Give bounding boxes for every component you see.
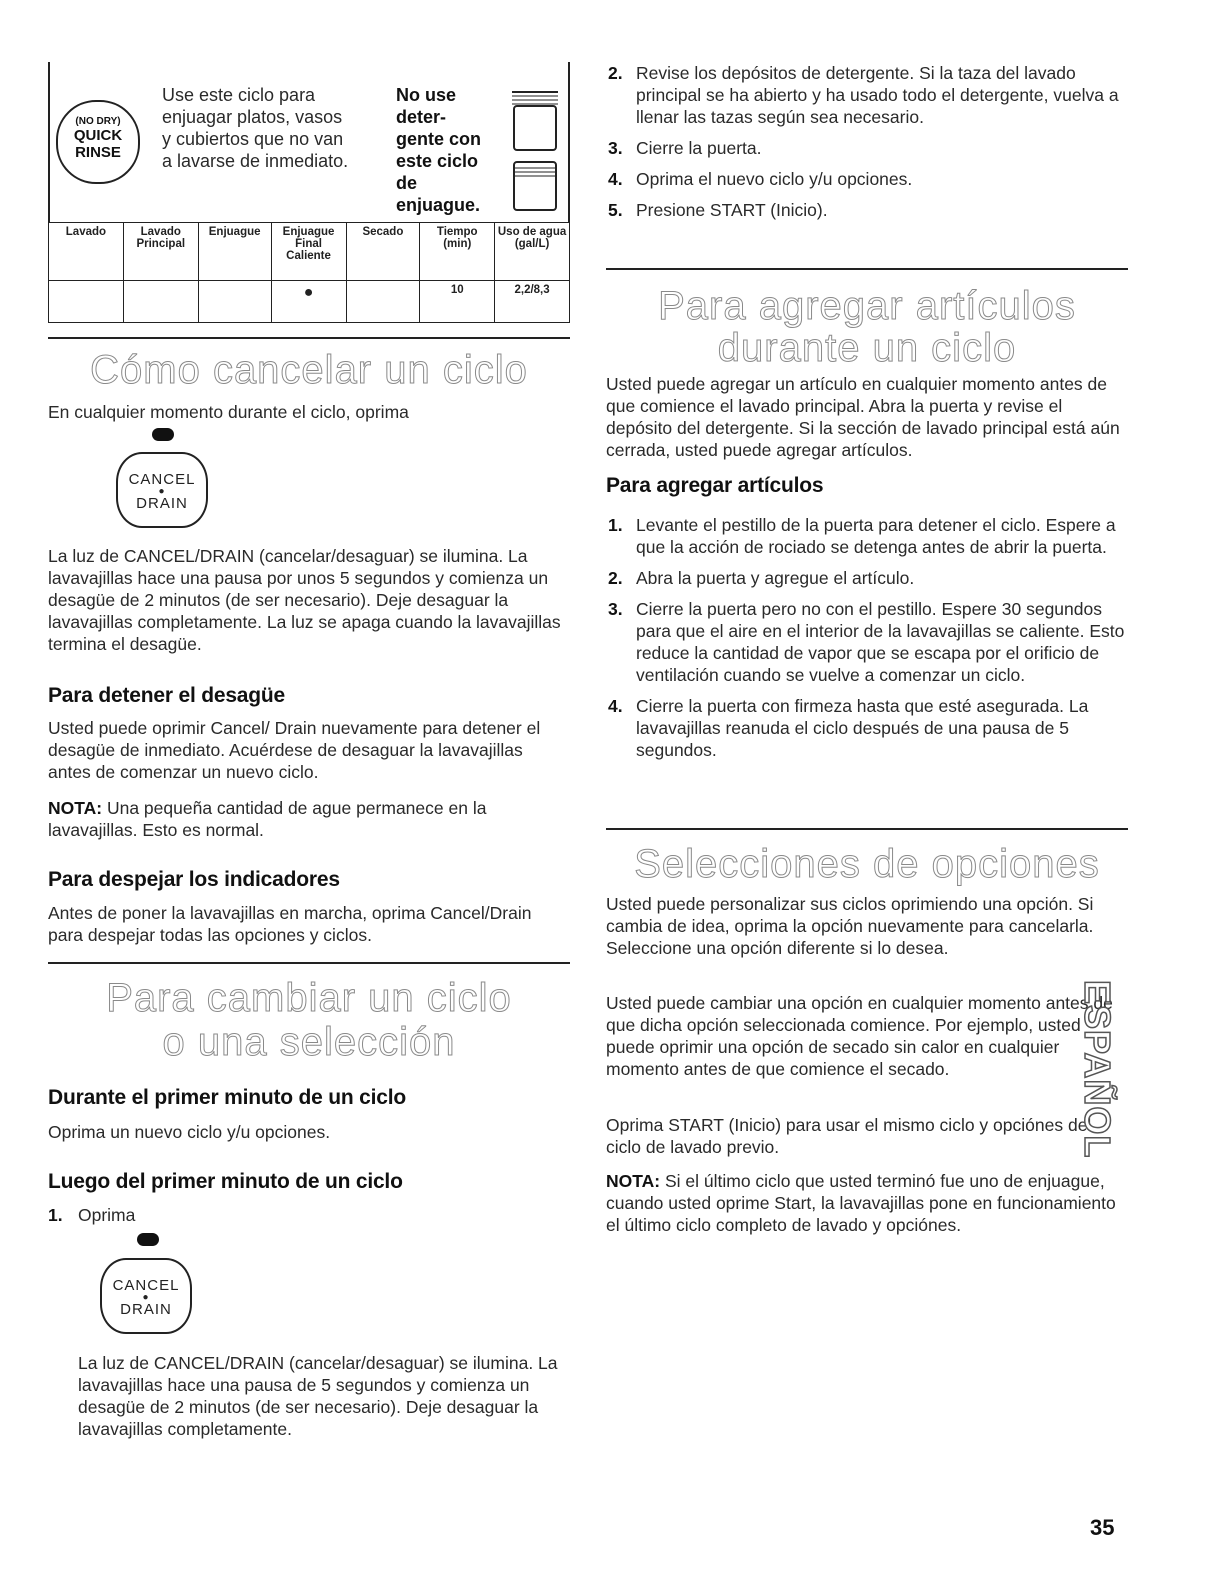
quick-rinse-description: Use este ciclo para enjuagar platos, vasos y cubiertos que no van a lavarse de inmediato. xyxy=(162,85,349,171)
header-lavado: Lavado xyxy=(49,223,124,281)
options-title: Selecciones de opciones xyxy=(634,842,1100,886)
water-value: 2,2/8,3 xyxy=(495,281,570,323)
header-lavado-principal: Lavado Principal xyxy=(123,223,198,281)
list-item: 4. Oprima el nuevo ciclo y/u opciones. xyxy=(608,169,913,189)
cancel-paragraph: La luz de CANCEL/DRAIN (cancelar/desaguar) se ilumina. La lavavajillas hace una pausa por unos 5 segundos y comienza un desagüe de 2 minutos (de ser necesario). Deje desaguar la lavavajillas completamente. La luz se apaga cuando la lavavajillas termina el desagüe. xyxy=(48,546,561,654)
change-steps-list xyxy=(606,62,1126,230)
list-item: 5. Presione START (Inicio). xyxy=(608,200,828,220)
list-item: 2. Revise los depósitos de detergente. Si la taza del lavado principal se ha abierto y ha usado todo el detergente, vuelva a llenar las tazas según sea necesario. xyxy=(608,63,1119,127)
cancel-drain-button-icon: CANCEL ● DRAIN xyxy=(100,1258,192,1334)
indicator-light-icon xyxy=(137,1233,159,1246)
change-title-line1: Para cambiar un ciclo xyxy=(106,976,512,1020)
quick-rinse-badge xyxy=(56,100,140,184)
detergent-cup-icon xyxy=(508,90,562,154)
quick-rinse-warning: No use deter- gente con este ciclo de enjuague. xyxy=(396,85,482,215)
header-uso-agua: Uso de agua (gal/L) xyxy=(495,223,570,281)
cancel-nota: NOTA: Una pequeña cantidad de ague permanece en la lavavajillas. Esto es normal. xyxy=(48,798,487,840)
options-paragraph-1: Usted puede personalizar sus ciclos oprimiendo una opción. Si cambia de idea, oprima la opción nuevamente para cancelarla. Seleccione una opción diferente si lo desea. xyxy=(606,894,1094,958)
badge-rinse: RINSE xyxy=(75,144,121,161)
add-items-title-line2: durante un ciclo xyxy=(717,326,1017,370)
table-header-row xyxy=(49,223,570,281)
list-item: 4. Cierre la puerta con firmeza hasta que esté asegurada. La lavavajillas reanuda el ciclo después de una pausa de 5 segundos. xyxy=(608,696,1089,760)
change-title-line2: o una selección xyxy=(162,1020,456,1064)
section-divider xyxy=(48,337,570,339)
section-divider xyxy=(48,962,570,964)
page-number: 35 xyxy=(1090,1515,1115,1540)
list-item: 3. Cierre la puerta. xyxy=(608,138,762,158)
options-paragraph-2: Usted puede cambiar una opción en cualquier momento antes de que dicha opción seleccionada comience. Por ejemplo, usted puede oprimir una opción de secado sin calor en cualquier momento antes de que comience el secado. xyxy=(606,993,1113,1079)
header-tiempo: Tiempo (min) xyxy=(420,223,495,281)
list-item: 3. Cierre la puerta pero no con el pestillo. Espere 30 segundos para que el aire en el interior de la lavavajillas se caliente. Esto reduce la cantidad de vapor que se escapa por el orificio de ventilación cuando se vuelve a comenzar un ciclo. xyxy=(608,599,1125,685)
add-items-intro: Usted puede agregar un artículo en cualquier momento antes de que comience el lavado principal. Abra la puerta y revise el depósito del detergente. Si la sección de lavado principal está aún cerrada, usted puede agregar artículos. xyxy=(606,374,1120,460)
cancel-title: Cómo cancelar un ciclo xyxy=(90,348,528,392)
clear-indicators-text: Antes de poner la lavavajillas en marcha, oprima Cancel/Drain para despejar todas las opciones y ciclos. xyxy=(48,903,532,945)
add-items-heading: Para agregar artículos xyxy=(606,474,824,497)
header-enjuague: Enjuague xyxy=(198,223,271,281)
options-paragraph-3: Oprima START (Inicio) para usar el mismo ciclo y opciónes del ciclo de lavado previo. xyxy=(606,1115,1092,1157)
badge-no-dry: (NO DRY) xyxy=(75,116,121,127)
table-right-border xyxy=(568,62,570,222)
add-items-title-line1: Para agregar artículos xyxy=(658,284,1076,328)
after-step-1-text: La luz de CANCEL/DRAIN (cancelar/desaguar) se ilumina. La lavavajillas hace una pausa de 5 segundos y comienza un desagüe de 2 minutos (de ser necesario). Deje desaguar la lavavajillas completamente. xyxy=(78,1353,558,1439)
cancel-drain-button-icon: CANCEL ● DRAIN xyxy=(116,452,208,528)
table-left-border xyxy=(48,62,50,222)
table-row xyxy=(49,281,570,323)
stop-drain-heading: Para detener el desagüe xyxy=(48,684,286,707)
list-item: 2. Abra la puerta y agregue el artículo. xyxy=(608,568,915,588)
after-step-1: 1. Oprima xyxy=(48,1205,136,1225)
detergent-cup-icon xyxy=(508,158,562,216)
final-rinse-dot: ● xyxy=(271,281,346,323)
during-first-minute-text: Oprima un nuevo ciclo y/u opciones. xyxy=(48,1122,331,1142)
after-first-minute-heading: Luego del primer minuto de un ciclo xyxy=(48,1170,403,1193)
time-value: 10 xyxy=(420,281,495,323)
add-items-steps xyxy=(606,514,1128,770)
stop-drain-text: Usted puede oprimir Cancel/ Drain nuevamente para detener el desagüe de inmediato. Acuérdese de desaguar la lavavajillas antes de comenzar un nuevo ciclo. xyxy=(48,718,541,782)
list-item: 1. Levante el pestillo de la puerta para detener el ciclo. Espere a que la acción de rociado se detenga antes de abrir la puerta. xyxy=(608,515,1116,557)
header-enjuague-final: Enjuague Final Caliente xyxy=(271,223,346,281)
language-side-tab: ESPAÑOL xyxy=(1077,980,1118,1159)
during-first-minute-heading: Durante el primer minuto de un ciclo xyxy=(48,1086,407,1109)
indicator-light-icon xyxy=(152,428,174,441)
badge-quick: QUICK xyxy=(73,127,123,144)
cycle-table xyxy=(48,222,570,323)
clear-indicators-heading: Para despejar los indicadores xyxy=(48,868,340,891)
header-secado: Secado xyxy=(346,223,420,281)
cancel-intro: En cualquier momento durante el ciclo, oprima xyxy=(48,402,409,422)
section-divider xyxy=(606,268,1128,270)
section-divider xyxy=(606,828,1128,830)
options-nota: NOTA: Si el último ciclo que usted terminó fue uno de enjuague, cuando usted oprime Start, la lavavajillas pone en funcionamiento el último ciclo completo de lavado y opciónes. xyxy=(606,1171,1116,1235)
